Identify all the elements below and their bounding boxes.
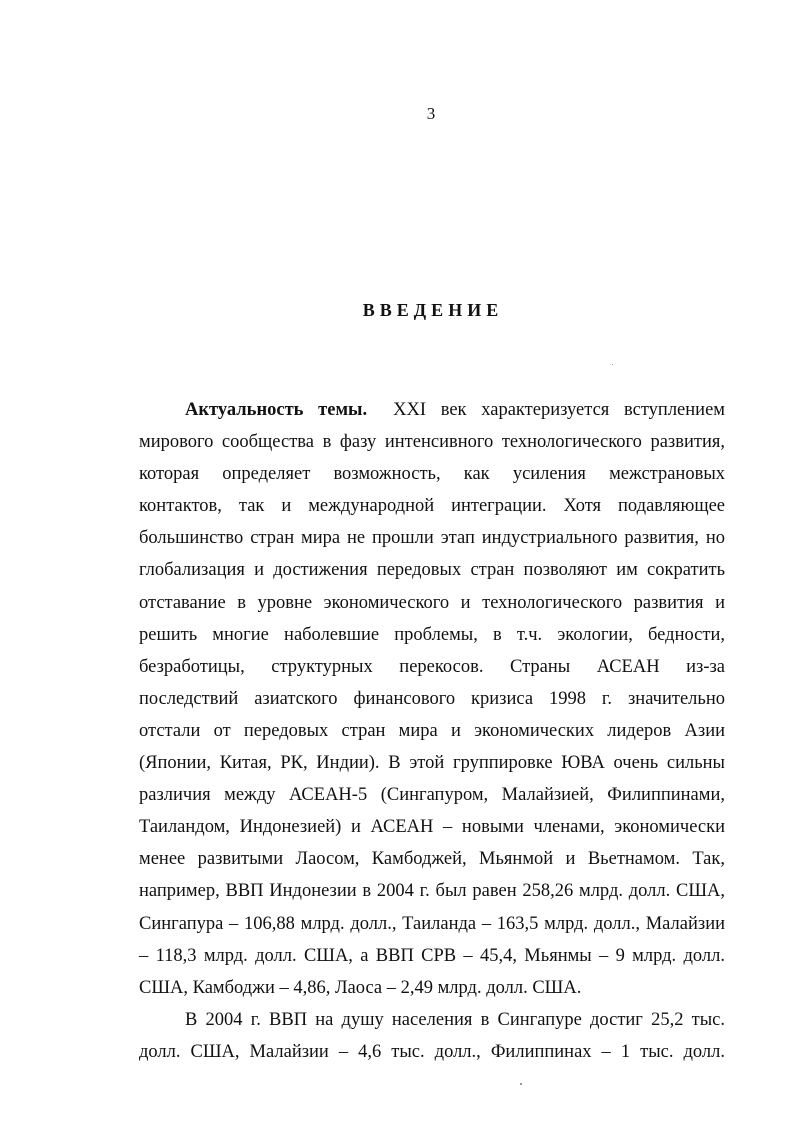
page-number: 3	[426, 104, 436, 123]
scan-speck	[612, 364, 613, 365]
paragraph-1-line: – 118,3 млрд. долл. США, а ВВП СРВ – 45,4, Мьянмы – 9 млрд. долл.	[139, 945, 725, 966]
paragraph-1-line: например, ВВП Индонезии в 2004 г. был равен 258,26 млрд. долл. США,	[139, 881, 725, 902]
paragraph-2-first-line: В 2004 г. ВВП на душу населения в Сингапуре достиг 25,2 тыс.	[185, 1009, 725, 1030]
paragraph-2-line: долл. США, Малайзии – 4,6 тыс. долл., Филиппинах – 1 тыс. долл.	[139, 1041, 725, 1062]
paragraph-1-line: отстали от передовых стран мира и экономических лидеров Азии	[139, 720, 725, 741]
paragraph-1-last-line: США, Камбоджи – 4,86, Лаоса – 2,49 млрд. долл. США.	[139, 977, 582, 998]
paragraph-1-line: различия между АСЕАН-5 (Сингапуром, Малайзией, Филиппинами,	[139, 785, 725, 806]
paragraph-1-line: безработицы, структурных перекосов. Страны АСЕАН из-за	[139, 656, 725, 677]
body-text	[139, 394, 725, 1068]
paragraph-1-line: которая определяет возможность, как усиления межстрановых	[139, 464, 725, 485]
paragraph-1-line: отставание в уровне экономического и технологического развития и	[139, 592, 725, 613]
paragraph-1-line: решить многие наболевшие проблемы, в т.ч. экологии, бедности,	[139, 624, 725, 645]
paragraph-1-line: (Японии, Китая, РК, Индии). В этой группировке ЮВА очень сильны	[139, 753, 725, 774]
paragraph-1-line: Таиландом, Индонезией) и АСЕАН – новыми членами, экономически	[139, 817, 725, 838]
paragraph-1-first-line	[139, 394, 725, 426]
paragraph-1-line: последствий азиатского финансового кризиса 1998 г. значительно	[139, 688, 725, 709]
paragraph-1-line: глобализация и достижения передовых стран позволяют им сократить	[139, 560, 725, 581]
topic-relevance-lead: Актуальность темы.	[185, 400, 368, 420]
scan-speck	[520, 1083, 522, 1085]
paragraph-1-line: большинство стран мира не прошли этап индустриального развития, но	[139, 528, 725, 549]
paragraph-1-line: мирового сообщества в фазу интенсивного технологического развития,	[139, 432, 725, 453]
paragraph-1-line: Сингапура – 106,88 млрд. долл., Таиланда – 163,5 млрд. долл., Малайзии	[139, 913, 725, 934]
paragraph-1-first-line-text: XXI век характеризуется вступлением	[393, 400, 725, 420]
section-heading: ВВЕДЕНИЕ	[362, 300, 504, 320]
paragraph-1-line: контактов, так и международной интеграции. Хотя подавляющее	[139, 496, 725, 517]
paragraph-1-line: менее развитыми Лаосом, Камбоджей, Мьянмой и Вьетнамом. Так,	[139, 849, 725, 870]
